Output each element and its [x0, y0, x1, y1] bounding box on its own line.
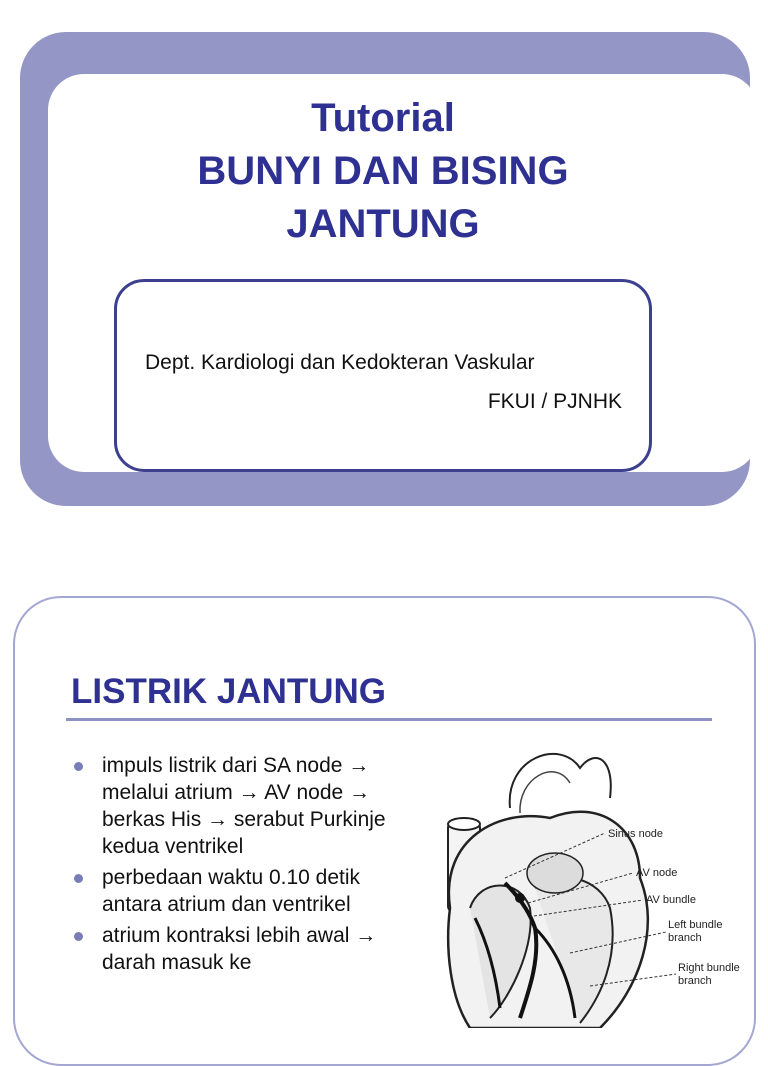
- bullet-text: impuls listrik dari SA node → melalui atrium → AV node → berkas His → serabut Purkinje kedua ventrikel: [102, 754, 386, 858]
- bullet-list: [72, 752, 392, 980]
- bullet-icon: [74, 762, 83, 771]
- bullet-text: atrium kontraksi lebih awal → darah masuk ke: [102, 924, 377, 974]
- label-left-bundle-branch: branch: [668, 932, 702, 944]
- title-line-3: JANTUNG: [286, 202, 480, 246]
- bullet-text: perbedaan waktu 0.10 detik antara atrium dan ventrikel: [102, 866, 361, 916]
- slide-2-title: LISTRIK JANTUNG: [71, 672, 386, 711]
- bullet-icon: [74, 932, 83, 941]
- slide-1-title: [28, 92, 738, 251]
- title-line-2: BUNYI DAN BISING: [197, 149, 569, 193]
- bullet-item: [72, 922, 392, 976]
- bullet-icon: [74, 874, 83, 883]
- subtitle-institution: FKUI / PJNHK: [487, 390, 622, 413]
- label-av-bundle: AV bundle: [646, 894, 696, 906]
- label-right-bundle: Right bundle: [678, 962, 740, 974]
- label-sinus-node: Sinus node: [608, 828, 664, 840]
- subtitle-box: [114, 279, 652, 472]
- subtitle-department: Dept. Kardiologi dan Kedokteran Vaskular: [145, 351, 535, 374]
- bullet-item: [72, 752, 392, 860]
- label-av-node: AV node: [636, 867, 678, 879]
- title-line-1: Tutorial: [311, 96, 455, 140]
- title-underline: [66, 718, 712, 721]
- heart-conduction-diagram: [410, 738, 760, 1028]
- label-right-bundle-branch: branch: [678, 975, 712, 987]
- label-left-bundle: Left bundle: [668, 919, 723, 931]
- bullet-item: [72, 864, 392, 918]
